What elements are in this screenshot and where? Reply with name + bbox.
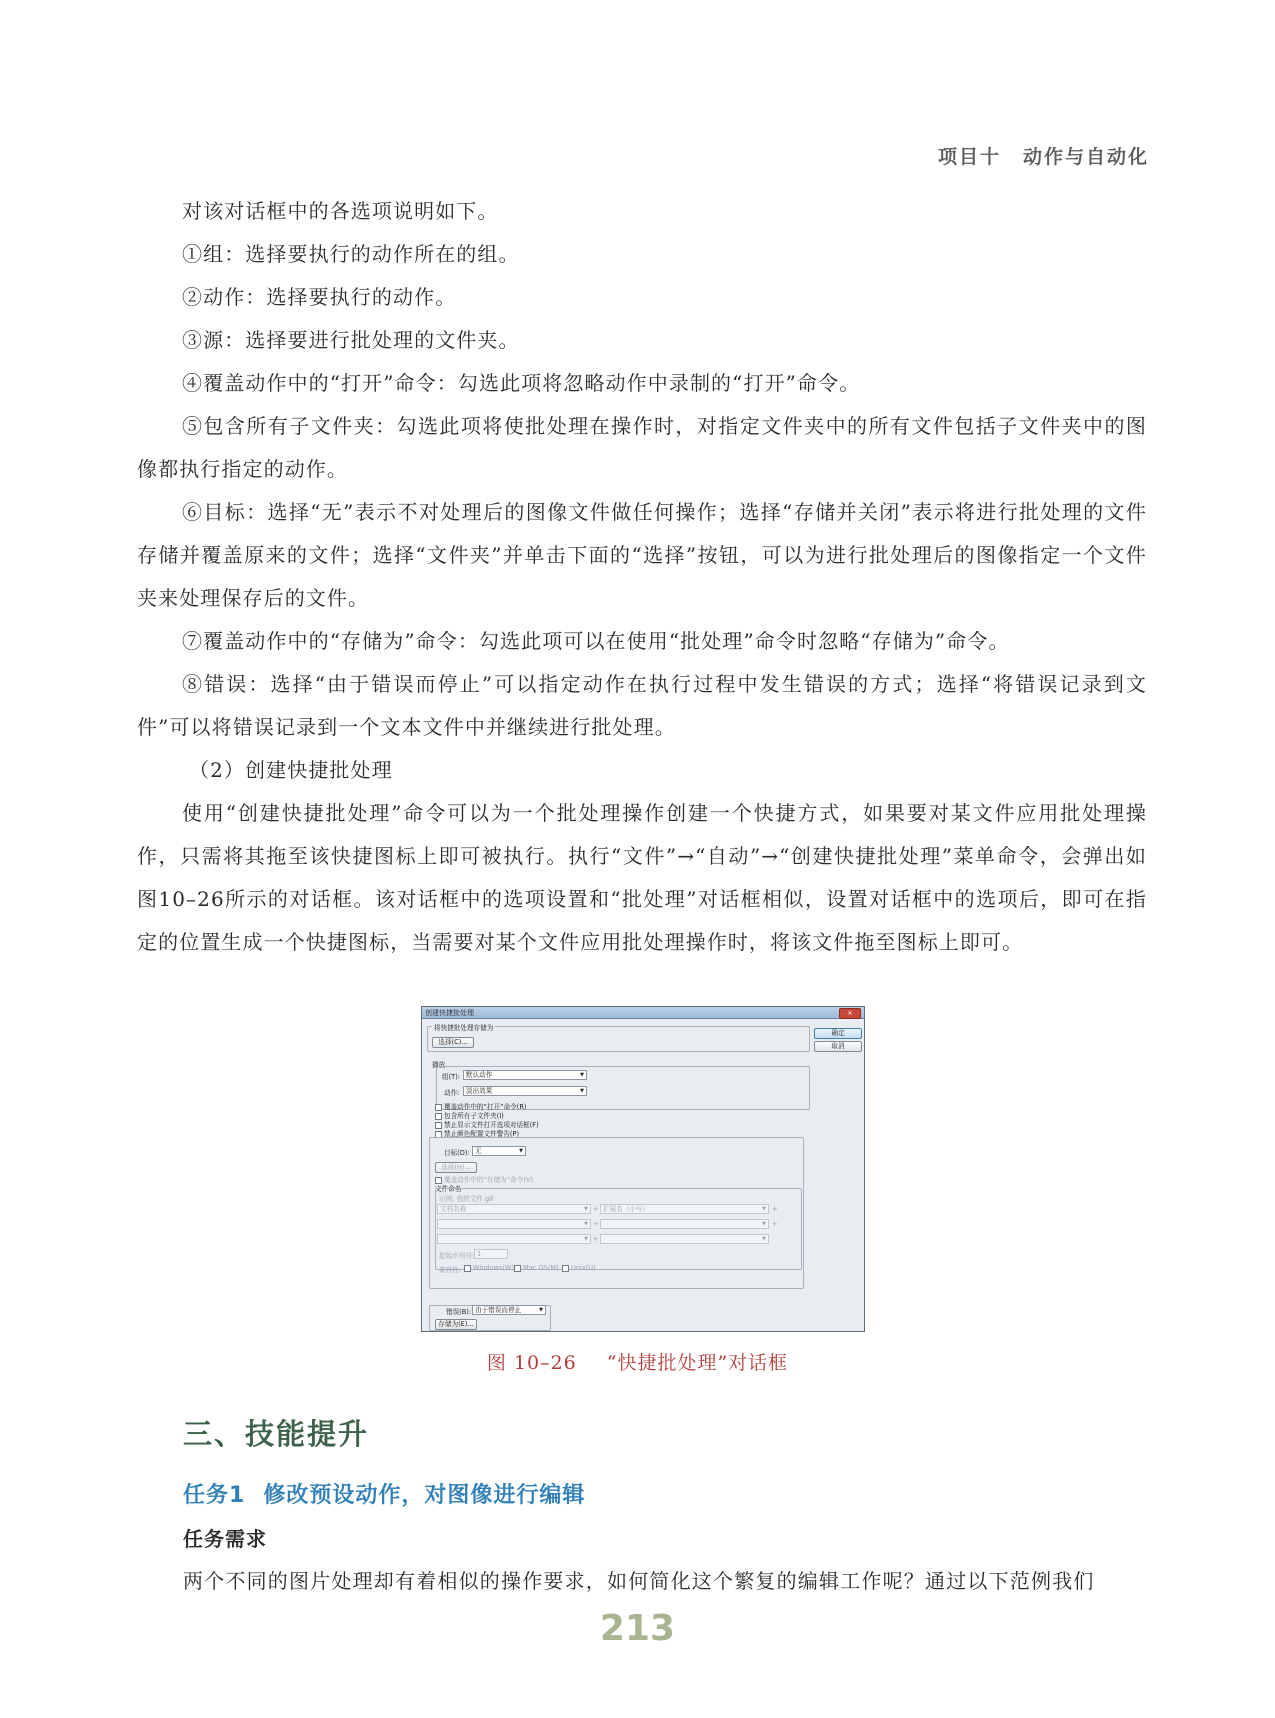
naming-field-1-value: 文档名称 bbox=[440, 1205, 467, 1213]
paragraph: ②动作：选择要执行的动作。 bbox=[182, 285, 457, 309]
dialog-screenshot bbox=[421, 1006, 865, 1332]
chevron-down-icon: ▼ bbox=[539, 1307, 543, 1313]
naming-field-6[interactable] bbox=[600, 1234, 769, 1244]
figure-caption bbox=[0, 1348, 1275, 1375]
plus-icon: + bbox=[593, 1205, 599, 1213]
destination-select[interactable] bbox=[472, 1146, 526, 1156]
chevron-down-icon: ▼ bbox=[580, 1072, 584, 1078]
paragraph: ③源：选择要进行批处理的文件夹。 bbox=[182, 328, 520, 352]
chevron-down-icon: ▼ bbox=[762, 1221, 766, 1227]
naming-field-1[interactable] bbox=[437, 1204, 591, 1214]
serial-label: 起始序列号: bbox=[439, 1252, 475, 1260]
errors-label: 错误(B): bbox=[446, 1308, 472, 1316]
check-suppress-open-label: 禁止显示文件打开选项对话框(F) bbox=[444, 1121, 539, 1129]
checkbox-icon bbox=[464, 1265, 471, 1272]
compat-windows[interactable] bbox=[464, 1264, 514, 1272]
task-requirement-heading: 任务需求 bbox=[183, 1527, 267, 1551]
destination-label: 目标(D): bbox=[444, 1149, 470, 1157]
naming-field-5[interactable] bbox=[437, 1234, 591, 1244]
compat-unix-label: Unix(U) bbox=[571, 1264, 596, 1272]
subheading: （2）创建快捷批处理 bbox=[189, 758, 393, 782]
figure-number: 图 10–26 bbox=[486, 1352, 577, 1374]
header-title: 动作与自动化 bbox=[1022, 146, 1149, 168]
cancel-button[interactable]: 取消 bbox=[814, 1041, 862, 1052]
naming-field-4[interactable] bbox=[600, 1219, 769, 1229]
compat-windows-label: Windows(W) bbox=[473, 1264, 515, 1272]
check-override-open-label: 覆盖动作中的“打开”命令(R) bbox=[444, 1103, 527, 1111]
paragraph: ⑦覆盖动作中的“存储为”命令：勾选此项可以在使用“批处理”命令时忽略“存储为”命令。 bbox=[182, 629, 1010, 653]
dialog-titlebar bbox=[422, 1007, 864, 1019]
paragraph: ④覆盖动作中的“打开”命令：勾选此项将忽略动作中录制的“打开”命令。 bbox=[182, 371, 861, 395]
check-override-saveas-label: 覆盖动作中的“存储为”命令(V) bbox=[444, 1176, 534, 1184]
chevron-down-icon: ▼ bbox=[584, 1206, 588, 1212]
header-project: 项目十 bbox=[937, 146, 1001, 168]
set-value: 默认动作 bbox=[466, 1071, 493, 1079]
set-label: 组(T): bbox=[442, 1073, 460, 1081]
choose-destination-button[interactable]: 选择(H)... bbox=[435, 1162, 477, 1173]
plus-icon: + bbox=[772, 1205, 778, 1213]
serial-input[interactable]: 1 bbox=[474, 1249, 508, 1259]
save-group-label: 将快捷批处理存储为 bbox=[434, 1024, 494, 1032]
paragraph: 使用“创建快捷批处理”命令可以为一个批处理操作创建一个快捷方式，如果要对某文件应用批处理操作，只需将其拖至该快捷图标上即可被执行。执行“文件”→“自动”→“创建快捷批处理”菜单命令，会弹出如图10–26所示的对话框。该对话框中的选项设置和“批处理”对话框相似，设置对话框中的选项后，即可在指定的位置生成一个快捷图标，当需要对某个文件应用批处理操作时，将该文件拖至图标上即可。 bbox=[137, 801, 1147, 954]
chevron-down-icon: ▼ bbox=[580, 1088, 584, 1094]
destination-value: 无 bbox=[475, 1147, 482, 1155]
section-title: 三、技能提升 bbox=[183, 1417, 370, 1451]
paragraph: ①组：选择要执行的动作所在的组。 bbox=[182, 242, 520, 266]
close-icon[interactable]: ✕ bbox=[839, 1008, 861, 1019]
body-text bbox=[137, 190, 1147, 964]
task-number: 任务1 bbox=[183, 1483, 246, 1508]
chevron-down-icon: ▼ bbox=[584, 1236, 588, 1242]
checkbox-icon bbox=[562, 1265, 569, 1272]
page-number: 213 bbox=[599, 1608, 676, 1649]
compat-label: 兼容性: bbox=[439, 1266, 462, 1274]
naming-group-label: 文件命名 bbox=[435, 1185, 462, 1193]
plus-icon: + bbox=[593, 1235, 599, 1243]
check-suppress-color-label: 禁止颜色配置文件警告(P) bbox=[444, 1130, 520, 1138]
errors-value: 由于错误而停止 bbox=[475, 1306, 522, 1314]
naming-example: 示例: 我的文件.gif bbox=[439, 1195, 494, 1203]
naming-field-2[interactable] bbox=[600, 1204, 769, 1214]
task-title bbox=[183, 1478, 585, 1509]
chevron-down-icon: ▼ bbox=[762, 1206, 766, 1212]
action-label: 动作: bbox=[444, 1089, 460, 1097]
paragraph: 对该对话框中的各选项说明如下。 bbox=[182, 199, 499, 223]
naming-field-2-value: 扩展名（小写） bbox=[603, 1205, 650, 1213]
play-group-label: 播放 bbox=[432, 1061, 446, 1069]
choose-button[interactable]: 选择(C)... bbox=[432, 1037, 474, 1048]
figure-caption-text: “快捷批处理”对话框 bbox=[606, 1352, 789, 1374]
check-subfolders-label: 包含所有子文件夹(I) bbox=[444, 1112, 504, 1120]
chevron-down-icon: ▼ bbox=[762, 1236, 766, 1242]
dialog-title: 创建快捷批处理 bbox=[425, 1009, 474, 1017]
paragraph: ⑤包含所有子文件夹：勾选此项将使批处理在操作时，对指定文件夹中的所有文件包括子文件夹中的图像都执行指定的动作。 bbox=[137, 414, 1147, 481]
errors-select[interactable] bbox=[472, 1305, 546, 1315]
naming-field-3[interactable] bbox=[437, 1219, 591, 1229]
compat-unix[interactable] bbox=[562, 1264, 596, 1272]
chevron-down-icon: ▼ bbox=[519, 1148, 523, 1154]
plus-icon: + bbox=[593, 1220, 599, 1228]
save-as-button[interactable]: 存储为(E)... bbox=[435, 1319, 477, 1330]
paragraph: ⑥目标：选择“无”表示不对处理后的图像文件做任何操作；选择“存储并关闭”表示将进行批处理的文件存储并覆盖原来的文件；选择“文件夹”并单击下面的“选择”按钮，可以为进行批处理后的图像指定一个文件夹来处理保存后的文件。 bbox=[137, 500, 1147, 610]
ok-button[interactable]: 确定 bbox=[814, 1028, 862, 1039]
checkbox-icon bbox=[514, 1265, 521, 1272]
plus-icon: + bbox=[772, 1220, 778, 1228]
compat-mac-label: Mac OS(M) bbox=[523, 1264, 559, 1272]
action-select[interactable] bbox=[463, 1086, 587, 1096]
task-title-text: 修改预设动作，对图像进行编辑 bbox=[263, 1483, 586, 1508]
set-select[interactable] bbox=[463, 1070, 587, 1080]
chevron-down-icon: ▼ bbox=[584, 1221, 588, 1227]
paragraph: ⑧错误：选择“由于错误而停止”可以指定动作在执行过程中发生错误的方式；选择“将错误记录到文件”可以将错误记录到一个文本文件中并继续进行批处理。 bbox=[137, 672, 1147, 739]
compat-mac[interactable] bbox=[514, 1264, 559, 1272]
paragraph: 两个不同的图片处理却有着相似的操作要求，如何简化这个繁复的编辑工作呢？通过以下范例我们 bbox=[183, 1569, 1095, 1593]
running-header bbox=[938, 142, 1149, 169]
action-value: 淡出效果 bbox=[466, 1087, 493, 1095]
